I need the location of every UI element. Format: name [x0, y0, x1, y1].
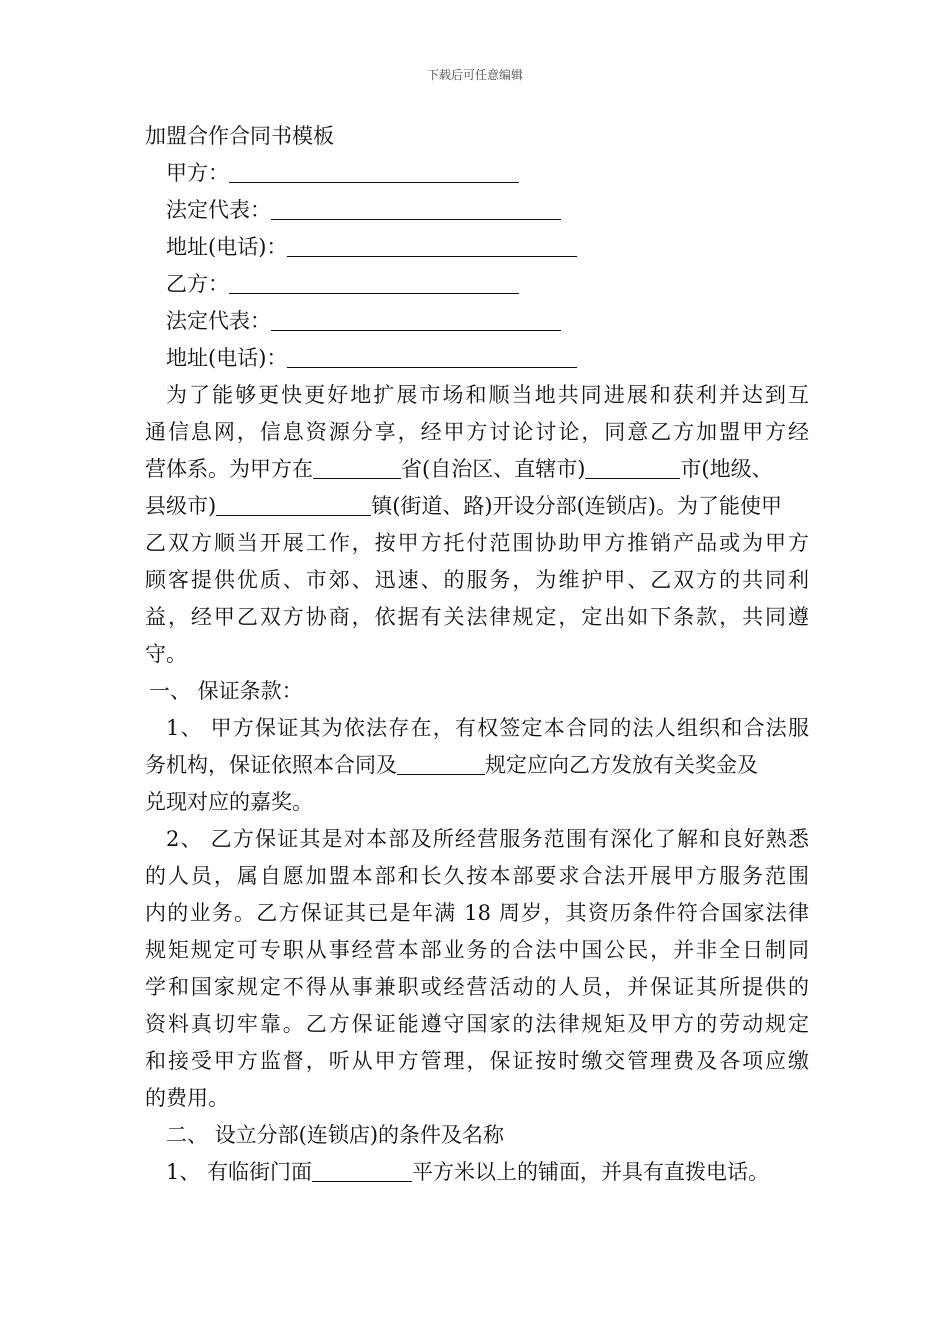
intro-line-4-part-b: 镇(街道、路)开设分部(连锁店)。为了能使甲	[371, 494, 782, 518]
party-a-address-line	[145, 229, 809, 266]
party-b-address-label: 地址(电话)：	[166, 346, 288, 370]
county-blank[interactable]	[216, 493, 371, 516]
intro-line-7: 益，经甲乙双方协商，依据有关法律规定，定出如下条款，共同遵	[145, 605, 809, 629]
section-2-heading: 二、 设立分部(连锁店)的条件及名称	[166, 1123, 505, 1147]
party-b-blank[interactable]	[229, 271, 519, 294]
party-a-address-label: 地址(电话)：	[166, 235, 288, 259]
document-title: 加盟合作合同书模板	[145, 124, 334, 148]
intro-line-4-part-a: 县级市)	[145, 494, 217, 518]
section-1-item-1-line-2	[145, 747, 809, 784]
intro-line-8: 守。	[145, 642, 187, 666]
party-b-address-blank[interactable]	[287, 345, 577, 368]
section-2-item-1	[145, 1154, 809, 1191]
regulation-blank[interactable]	[397, 752, 485, 775]
party-b-rep-label: 法定代表：	[166, 309, 271, 333]
section-2-item-1-part-b: 平方米以上的铺面，并具有直拨电话。	[412, 1160, 770, 1184]
page-header-note: 下载后可任意编辑	[426, 68, 523, 82]
city-blank[interactable]	[585, 456, 680, 479]
section-1-item-1-line-1: 1、 甲方保证其为依法存在，有权签定本合同的法人组织和合法服	[166, 716, 809, 740]
intro-line-3-part-b: 省(自治区、直辖市)	[401, 457, 586, 481]
party-a-line	[145, 155, 809, 192]
section-1-item-2-line-4: 规矩规定可专职从事经营本部业务的合法中国公民，并非全日制同	[145, 938, 809, 962]
party-b-label: 乙方：	[166, 272, 229, 296]
section-1-item-1-line-2-part-a: 务机构，保证依照本合同及	[145, 753, 397, 777]
intro-line-1: 为了能够更快更好地扩展市场和顺当地共同进展和获利并达到互	[166, 383, 809, 407]
section-1-item-1-line-3: 兑现对应的嘉奖。	[145, 790, 313, 814]
party-a-address-blank[interactable]	[287, 234, 577, 257]
intro-line-2: 通信息网，信息资源分享，经甲方讨论讨论，同意乙方加盟甲方经	[145, 420, 809, 444]
province-blank[interactable]	[313, 456, 401, 479]
intro-line-6: 顾客提供优质、市郊、迅速、的服务，为维护甲、乙双方的共同利	[145, 568, 809, 592]
section-1-item-2-line-6: 资料真切牢靠。乙方保证能遵守国家的法律规矩及甲方的劳动规定	[145, 1012, 809, 1036]
section-1-item-2-line-7: 和接受甲方监督，听从甲方管理，保证按时缴交管理费及各项应缴	[145, 1049, 809, 1073]
intro-line-3-part-c: 市(地级、	[680, 457, 773, 481]
section-2-item-1-part-a: 1、 有临街门面	[166, 1160, 313, 1184]
section-1-heading: 一、 保证条款：	[149, 679, 303, 703]
party-a-label: 甲方：	[166, 161, 229, 185]
section-1-item-1-line-2-part-b: 规定应向乙方发放有关奖金及	[485, 753, 758, 777]
section-1-item-2-line-1: 2、 乙方保证其是对本部及所经营服务范围有深化了解和良好熟悉	[166, 827, 809, 851]
section-1-item-2-line-5: 学和国家规定不得从事兼职或经营活动的人员，并保证其所提供的	[145, 975, 809, 999]
area-blank[interactable]	[312, 1159, 412, 1182]
party-b-rep-blank[interactable]	[271, 308, 561, 331]
intro-line-3-part-a: 营体系。为甲方在	[145, 457, 313, 481]
party-b-line	[145, 266, 809, 303]
party-b-rep-line	[145, 303, 809, 340]
intro-line-5: 乙双方顺当开展工作，按甲方托付范围协助甲方推销产品或为甲方	[145, 531, 809, 555]
section-1-item-2-line-2: 的人员，属自愿加盟本部和长久按本部要求合法开展甲方服务范围	[145, 864, 809, 888]
party-a-rep-blank[interactable]	[271, 197, 561, 220]
section-1-item-2-line-3: 内的业务。乙方保证其已是年满 18 周岁，其资历条件符合国家法律	[145, 901, 809, 925]
party-a-blank[interactable]	[229, 160, 519, 183]
intro-line-4	[145, 488, 809, 525]
party-a-rep-label: 法定代表：	[166, 198, 271, 222]
contract-body	[145, 118, 809, 1191]
party-b-address-line	[145, 340, 809, 377]
intro-line-3	[145, 451, 809, 488]
party-a-rep-line	[145, 192, 809, 229]
section-1-item-2-line-8: 的费用。	[145, 1086, 229, 1110]
